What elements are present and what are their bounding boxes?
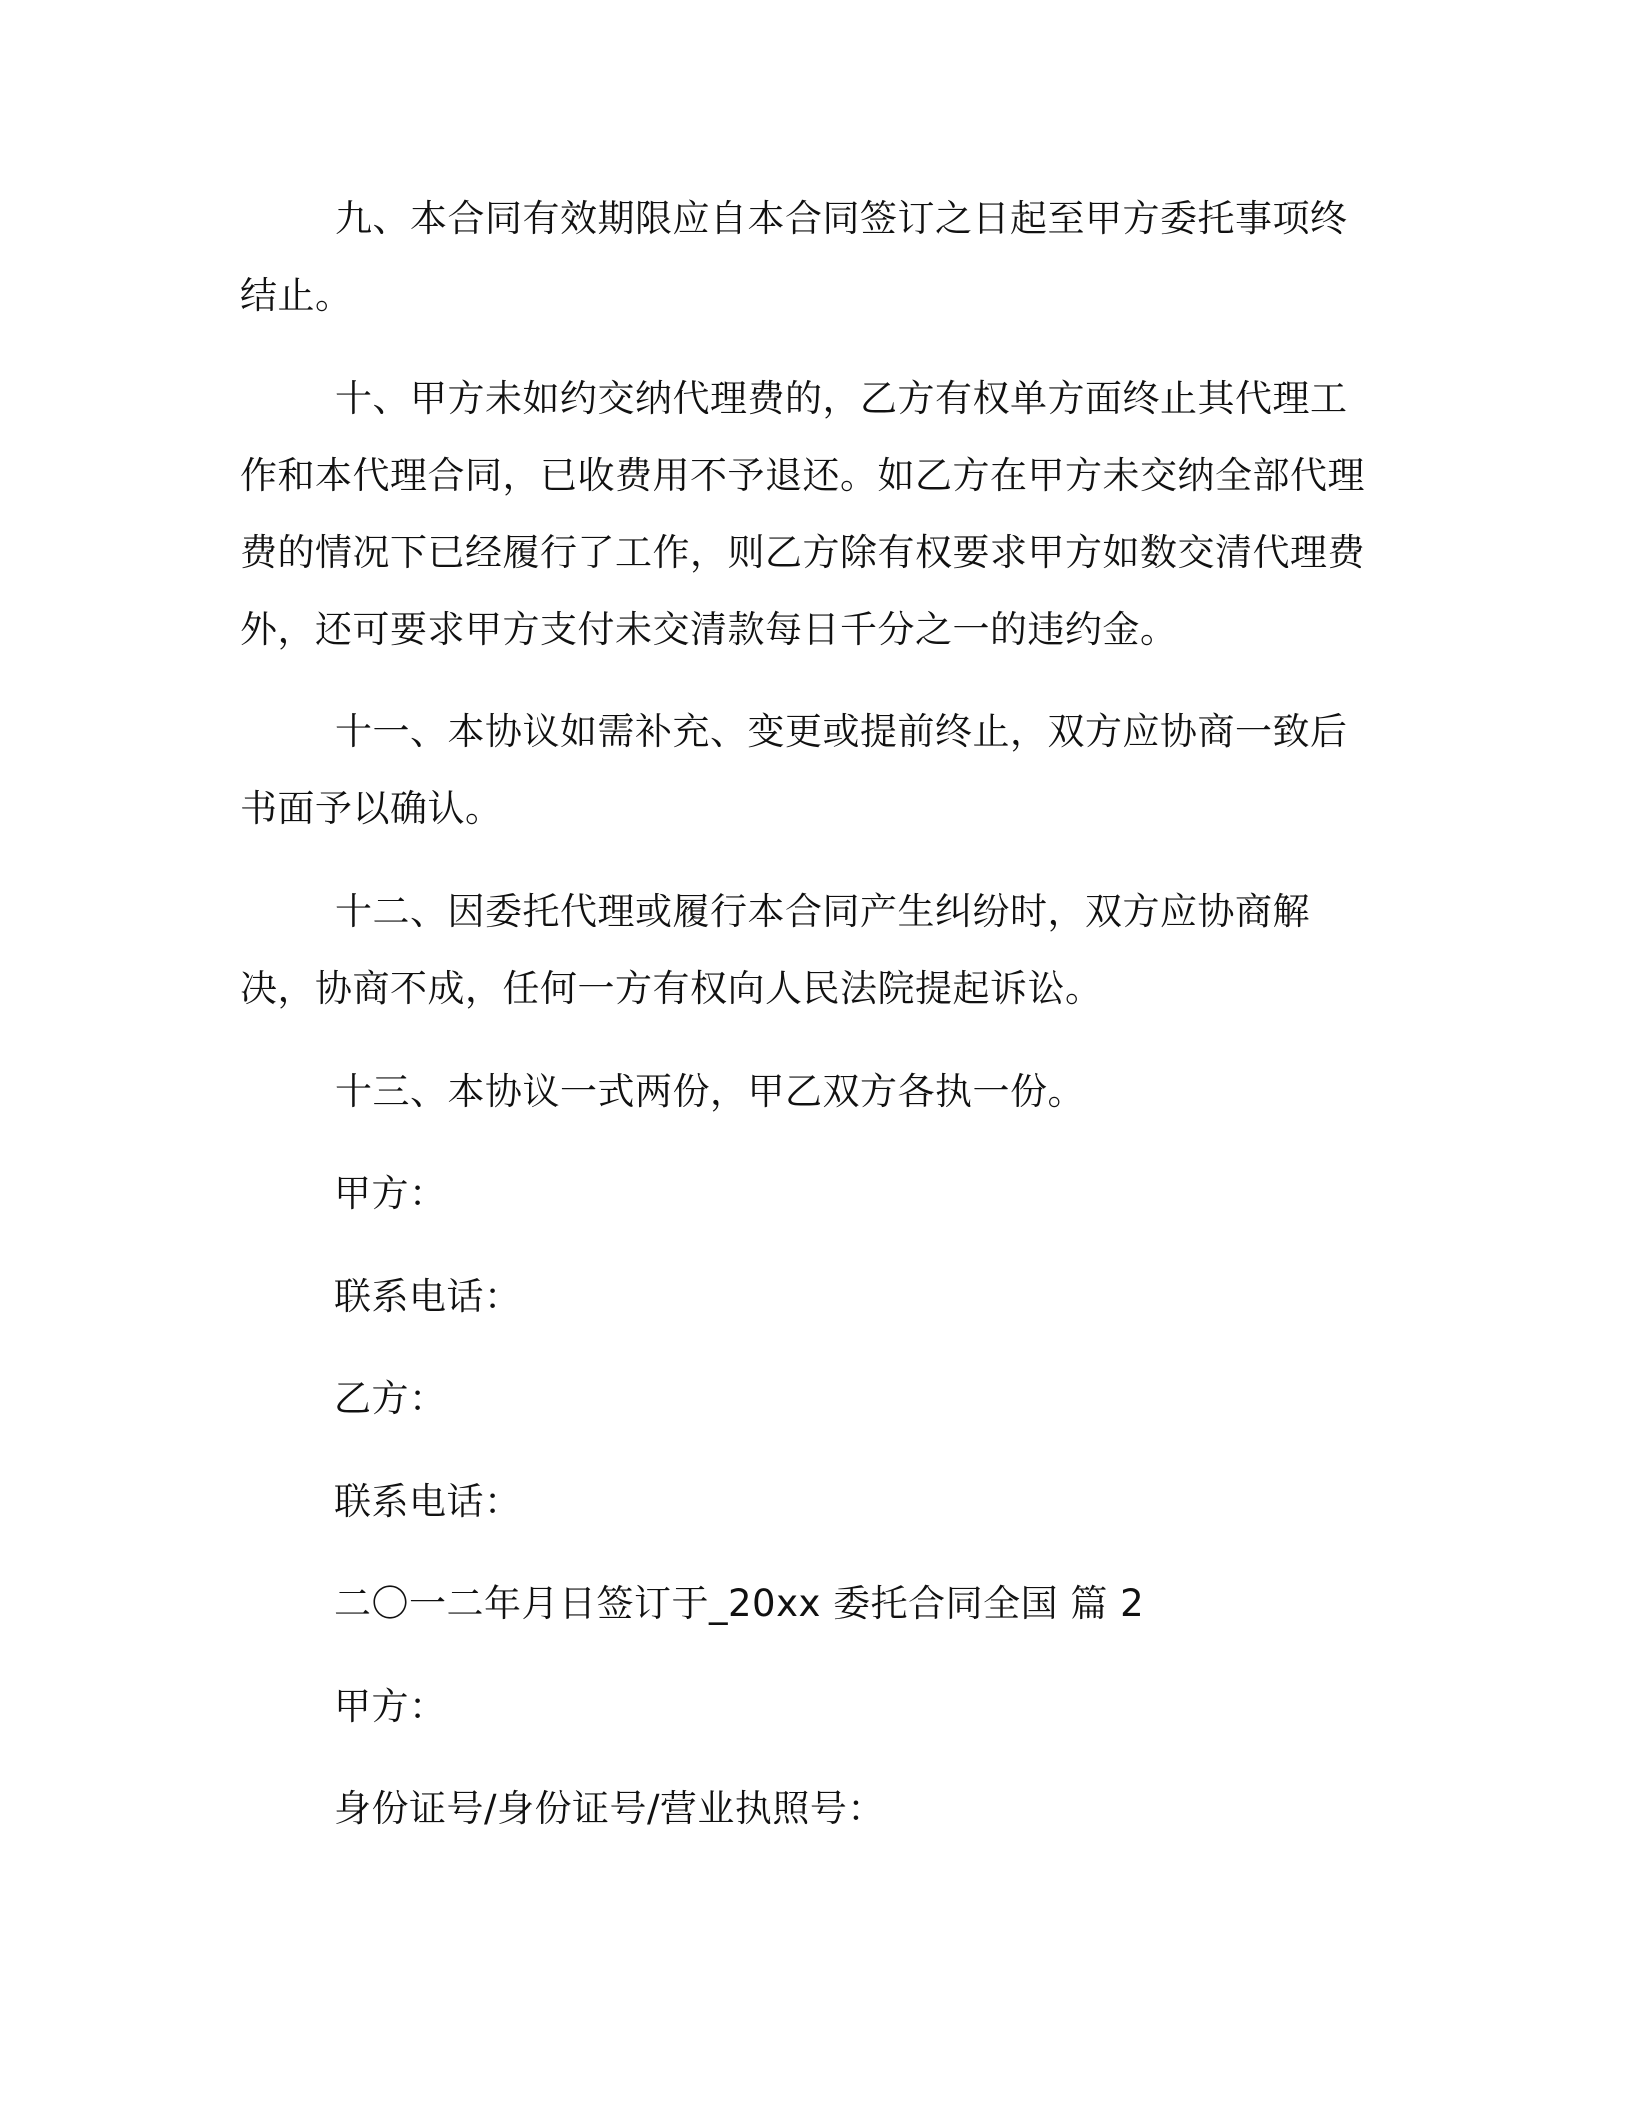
party-b-label: 乙方： [334, 1377, 447, 1420]
clause-13-text: 十三、本协议一式两份，甲乙双方各执一份。 [335, 1070, 1085, 1113]
clause-10 [240, 360, 1375, 668]
clause-12-text: 十二、因委托代理或履行本合同产生纠纷时，双方应协商解决，协商不成，任何一方有权向人民法院提起诉讼。 [240, 890, 1310, 1010]
clause-13 [240, 1053, 1375, 1130]
clause-9 [240, 180, 1375, 334]
party-a-label: 甲方： [334, 1172, 447, 1215]
id-number-label: 身份证号/身份证号/营业执照号： [334, 1787, 885, 1830]
next-party-a-label: 甲方： [334, 1685, 447, 1728]
clause-11-text: 十一、本协议如需补充、变更或提前终止，双方应协商一致后书面予以确认。 [240, 710, 1348, 830]
clause-12 [240, 873, 1375, 1027]
clause-9-text: 九、本合同有效期限应自本合同签订之日起至甲方委托事项终结止。 [240, 197, 1348, 317]
clause-11 [240, 693, 1375, 847]
party-a-phone-label: 联系电话： [334, 1275, 522, 1318]
date-line: 二〇一二年月日签订于_20xx 委托合同全国 篇 2 [334, 1582, 1145, 1625]
clause-10-text: 十、甲方未如约交纳代理费的，乙方有权单方面终止其代理工作和本代理合同，已收费用不予退还。如乙方在甲方未交纳全部代理费的情况下已经履行了工作，则乙方除有权要求甲方如数交清代理费外，还可要求甲方支付未交清款每日千分之一的违约金。 [240, 377, 1365, 651]
party-b-phone-label: 联系电话： [334, 1480, 522, 1523]
